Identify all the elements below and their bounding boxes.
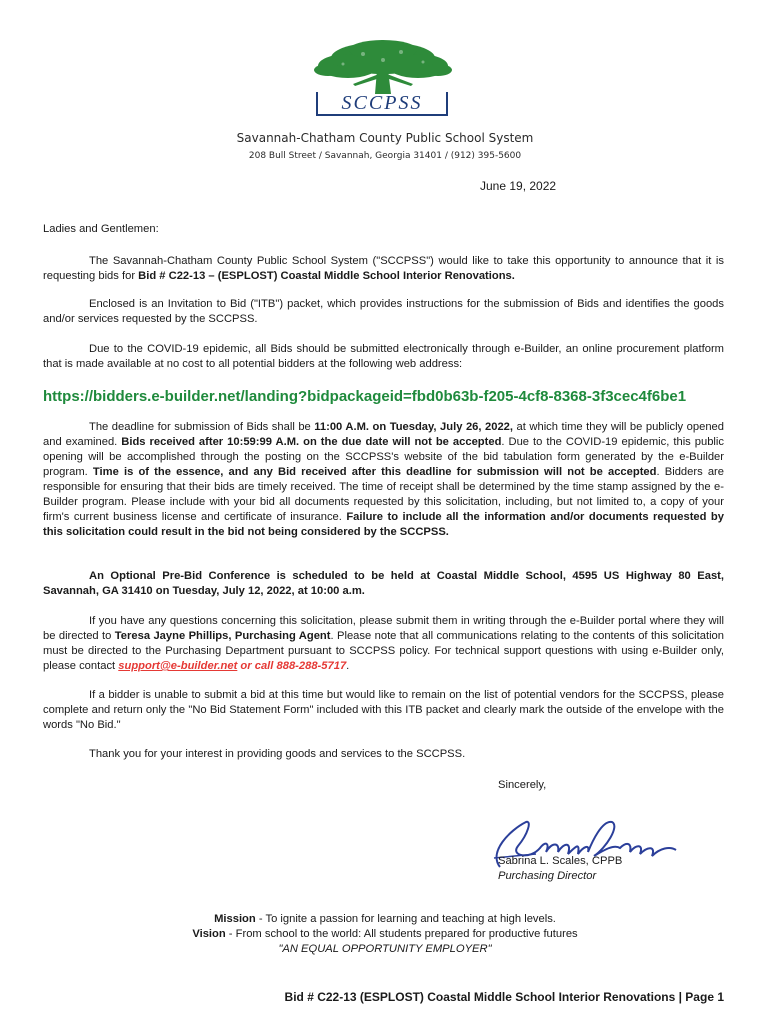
late-bid-warning: Bids received after 10:59:99 A.M. on the due date will not be accepted — [121, 436, 502, 448]
vision-label: Vision — [192, 928, 226, 940]
logo-wordmark: SCCPSS — [341, 92, 423, 114]
paragraph-no-bid: If a bidder is unable to submit a bid at this time but would like to remain on the list of potential vendors for the SCCPSS, please complete and return only the "No Bid Statement Form" included with this ITB packet and clearly mark the outside of the envelope with the words "No Bid." — [43, 689, 724, 731]
paragraph-prebid — [43, 569, 724, 599]
vision-statement — [0, 928, 770, 940]
organization-address: 208 Bull Street / Savannah, Georgia 31401 / (912) 395-5600 — [248, 151, 522, 161]
prebid-conference: An Optional Pre-Bid Conference is scheduled to be held at Coastal Middle School, 4595 US Highway 80 East, Savannah, GA 31410 on Tuesday, July 12, 2022, at 10:00 a.m. — [43, 570, 724, 597]
bid-title: Bid # C22-13 – (ESPLOST) Coastal Middle School Interior Renovations. — [138, 270, 515, 282]
paragraph-intro — [43, 254, 724, 284]
questions-text-c: . Please note that all communications relating to the contents of this solicitation must be directed to the Purchasing Department pursuant to SCCPSS policy. For technical support questions with using e-Builder only, please contact — [43, 630, 724, 672]
closing-sincerely: Sincerely, — [498, 779, 547, 791]
failure-warning: Failure to include all the information and/or documents requested by this solicitation could result in the bid not being considered by the SCCPSS. — [43, 511, 724, 538]
paragraph-itb: Enclosed is an Invitation to Bid ("ITB") packet, which provides instructions for the submission of Bids and identifies the goods and/or services requested by the SCCPSS. — [43, 298, 724, 325]
organization-name: Savannah-Chatham County Public School System — [236, 131, 534, 145]
signer-name: Sabrina L. Scales, CPPB — [498, 855, 623, 867]
mission-statement — [0, 913, 770, 925]
letter-date: June 19, 2022 — [480, 179, 557, 193]
oak-tree-icon — [313, 40, 453, 96]
paragraph-thanks: Thank you for your interest in providing goods and services to the SCCPSS. — [89, 748, 466, 760]
intro-text: The Savannah-Chatham County Public School System ("SCCPSS") would like to take this opportunity to announce that it is requesting bids for — [43, 255, 724, 282]
sccpss-logo — [313, 40, 453, 126]
paragraph-covid: Due to the COVID-19 epidemic, all Bids should be submitted electronically through e-Builder, an online procurement platform that is made available at no cost to all potential bidders at the following web address: — [43, 343, 724, 370]
mission-text: - To ignite a passion for learning and teaching at high levels. — [255, 913, 556, 925]
salutation: Ladies and Gentlemen: — [43, 223, 159, 235]
paragraph-deadline — [43, 420, 724, 540]
questions-end: . — [346, 660, 350, 672]
deadline-text-g: . Bidders are responsible for ensuring that their bids are timely received. The time of receipt shall be determined by the time stamp assigned by the e-Builder program. Please include with your bid all documents requested by this solicitation, including, but not limited to, a copy of your firm's current business license and certificate of insurance. — [43, 466, 724, 523]
page-footer: Bid # C22-13 (ESPLOST) Coastal Middle School Interior Renovations | Page 1 — [284, 990, 724, 1004]
purchasing-agent-name: Teresa Jayne Phillips, Purchasing Agent — [114, 630, 331, 642]
deadline-text-c: at which time they will be publicly opened and examined. — [43, 421, 725, 448]
questions-text-a: If you have any questions concerning this solicitation, please submit them in writing through the e-Builder portal where they will be directed to — [43, 615, 724, 642]
deadline-text-e: . Due to the COVID-19 epidemic, this public opening will be accomplished through the posting on the SCCPSS's website of the bid tabulation form generated by the e-Builder program. — [43, 436, 724, 478]
ebuilder-url-link[interactable]: https://bidders.e-builder.net/landing?bidpackageid=fbd0b63b-f205-4cf8-8368-3f3cec4f6be1 — [43, 388, 687, 405]
mission-label: Mission — [214, 913, 256, 925]
support-phone: or call 888-288-5717 — [237, 660, 347, 672]
paragraph-questions — [43, 614, 724, 674]
vision-text: - From school to the world: All students prepared for productive futures — [225, 928, 578, 940]
equal-opportunity-statement: "AN EQUAL OPPORTUNITY EMPLOYER" — [278, 943, 492, 955]
deadline-date: 11:00 A.M. on Tuesday, July 26, 2022, — [314, 421, 514, 433]
time-essence-warning: Time is of the essence, and any Bid received after this deadline for submission will not be accepted — [92, 466, 657, 478]
deadline-text-a: The deadline for submission of Bids shall be — [89, 421, 315, 433]
support-email-link[interactable]: support@e-builder.net — [118, 660, 238, 672]
signer-title: Purchasing Director — [498, 870, 597, 882]
